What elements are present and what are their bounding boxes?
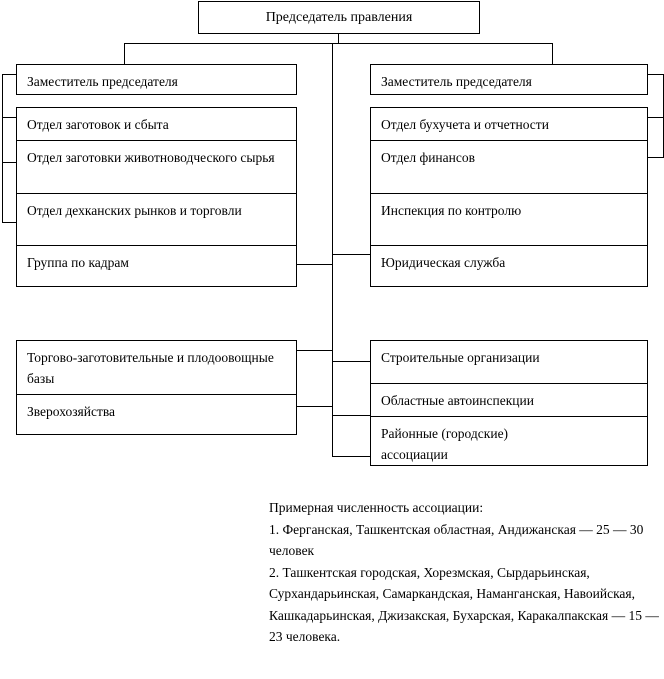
construction-organizations: Строительные организации xyxy=(381,350,540,365)
dept-legal: Юридическая служба xyxy=(371,245,647,288)
dept-procurement-sales: Отдел заготовок и сбыта xyxy=(27,117,169,132)
left-departments-box xyxy=(16,107,297,287)
right-organizations-box xyxy=(370,340,648,466)
dept-dehkan-markets: Отдел дехканских рынков и торговли xyxy=(17,193,296,245)
regional-auto-inspections: Областные автоинспекции xyxy=(371,383,647,416)
note-item-1: 1. Ферганская, Ташкентская областная, Андижанская — 25 — 30 человек xyxy=(269,521,644,558)
left-deputy-box xyxy=(16,64,297,95)
chairman-box xyxy=(198,1,480,34)
left-deputy-label: Заместитель председателя xyxy=(27,74,178,89)
trade-procurement-bases: Торгово-заготовительные и плодоовощные базы xyxy=(27,350,274,386)
right-departments-box xyxy=(370,107,648,287)
dept-accounting: Отдел бухучета и отчетности xyxy=(381,117,549,132)
district-associations: Районные (городские) ассоциации xyxy=(371,416,647,467)
dept-livestock-raw: Отдел заготовки животноводческого сырья xyxy=(17,140,296,193)
right-deputy-box xyxy=(370,64,648,95)
left-bases-box xyxy=(16,340,297,435)
staff-size-note xyxy=(269,497,659,648)
fur-farms: Зверохозяйства xyxy=(17,394,296,436)
dept-inspection: Инспекция по контролю xyxy=(371,193,647,245)
chairman-label: Председатель правления xyxy=(265,10,413,25)
note-item-2: 2. Ташкентская городская, Хорезмская, Сырдарьинская, Сурхандарьинская, Самаркандская, Наманганская, Навоийская, Кашкадарьинская, Джизакская, Бухарская, Каракалпакская — 15 — 23 человека. xyxy=(269,564,659,644)
dept-finance: Отдел финансов xyxy=(371,140,647,193)
right-deputy-label: Заместитель председателя xyxy=(381,74,532,89)
note-title: Примерная численность ассоциации: xyxy=(269,500,484,515)
dept-personnel: Группа по кадрам xyxy=(17,245,296,288)
